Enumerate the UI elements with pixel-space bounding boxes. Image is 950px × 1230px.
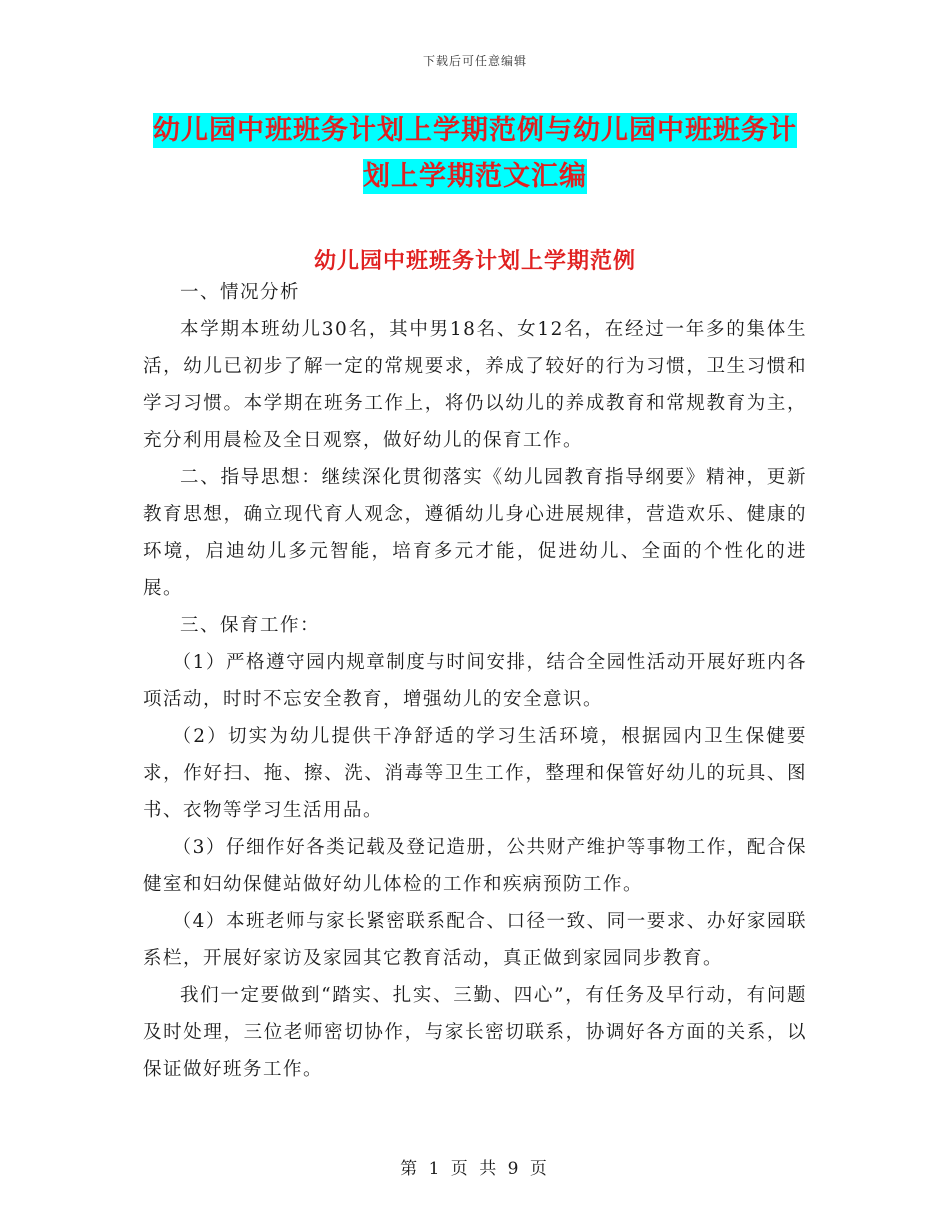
paragraph-heading-care: 三、保育工作： bbox=[180, 615, 321, 636]
document-title-text: 幼儿园中班班务计划上学期范例与幼儿园中班班务计划上学期范文汇编 bbox=[153, 115, 797, 192]
document-title bbox=[140, 108, 810, 200]
paragraph: 我们一定要做到“踏实、扎实、三勤、四心”，有任务及早行动，有问题及时处理，三位老师密切协作，与家长密切联系，协调好各方面的关系，以保证做好班务工作。 bbox=[143, 985, 807, 1080]
page-number: 第 1 页 共 9 页 bbox=[400, 1159, 550, 1179]
paragraph: 本学期本班幼儿30名，其中男18名、女12名，在经过一年多的集体生活，幼儿已初步了解一定的常规要求，养成了较好的行为习惯，卫生习惯和学习习惯。本学期在班务工作上，将仍以幼儿的养成教育和常规教育为主，充分利用晨检及全日观察，做好幼儿的保育工作。 bbox=[143, 319, 807, 451]
document-body bbox=[143, 274, 807, 1088]
paragraph-heading-analysis: 一、情况分析 bbox=[180, 282, 301, 303]
paragraph: 二、指导思想：继续深化贯彻落实《幼儿园教育指导纲要》精神，更新教育思想，确立现代育人观念，遵循幼儿身心进展规律，营造欢乐、健康的环境，启迪幼儿多元智能，培育多元才能，促进幼儿、全面的个性化的进展。 bbox=[143, 467, 807, 599]
paragraph: （4）本班老师与家长紧密联系配合、口径一致、同一要求、办好家园联系栏，开展好家访及家园其它教育活动，真正做到家园同步教育。 bbox=[143, 911, 807, 969]
paragraph: （2）切实为幼儿提供干净舒适的学习生活环境，根据园内卫生保健要求，作好扫、拖、擦、洗、消毒等卫生工作，整理和保管好幼儿的玩具、图书、衣物等学习生活用品。 bbox=[143, 726, 807, 821]
paragraph: （3）仔细作好各类记载及登记造册，公共财产维护等事物工作，配合保健室和妇幼保健站做好幼儿体检的工作和疾病预防工作。 bbox=[143, 837, 807, 895]
section-title: 幼儿园中班班务计划上学期范例 bbox=[313, 249, 636, 274]
header-note: 下载后可任意编辑 bbox=[422, 54, 527, 68]
paragraph: （1）严格遵守园内规章制度与时间安排，结合全园性活动开展好班内各项活动，时时不忘安全教育，增强幼儿的安全意识。 bbox=[143, 652, 807, 710]
